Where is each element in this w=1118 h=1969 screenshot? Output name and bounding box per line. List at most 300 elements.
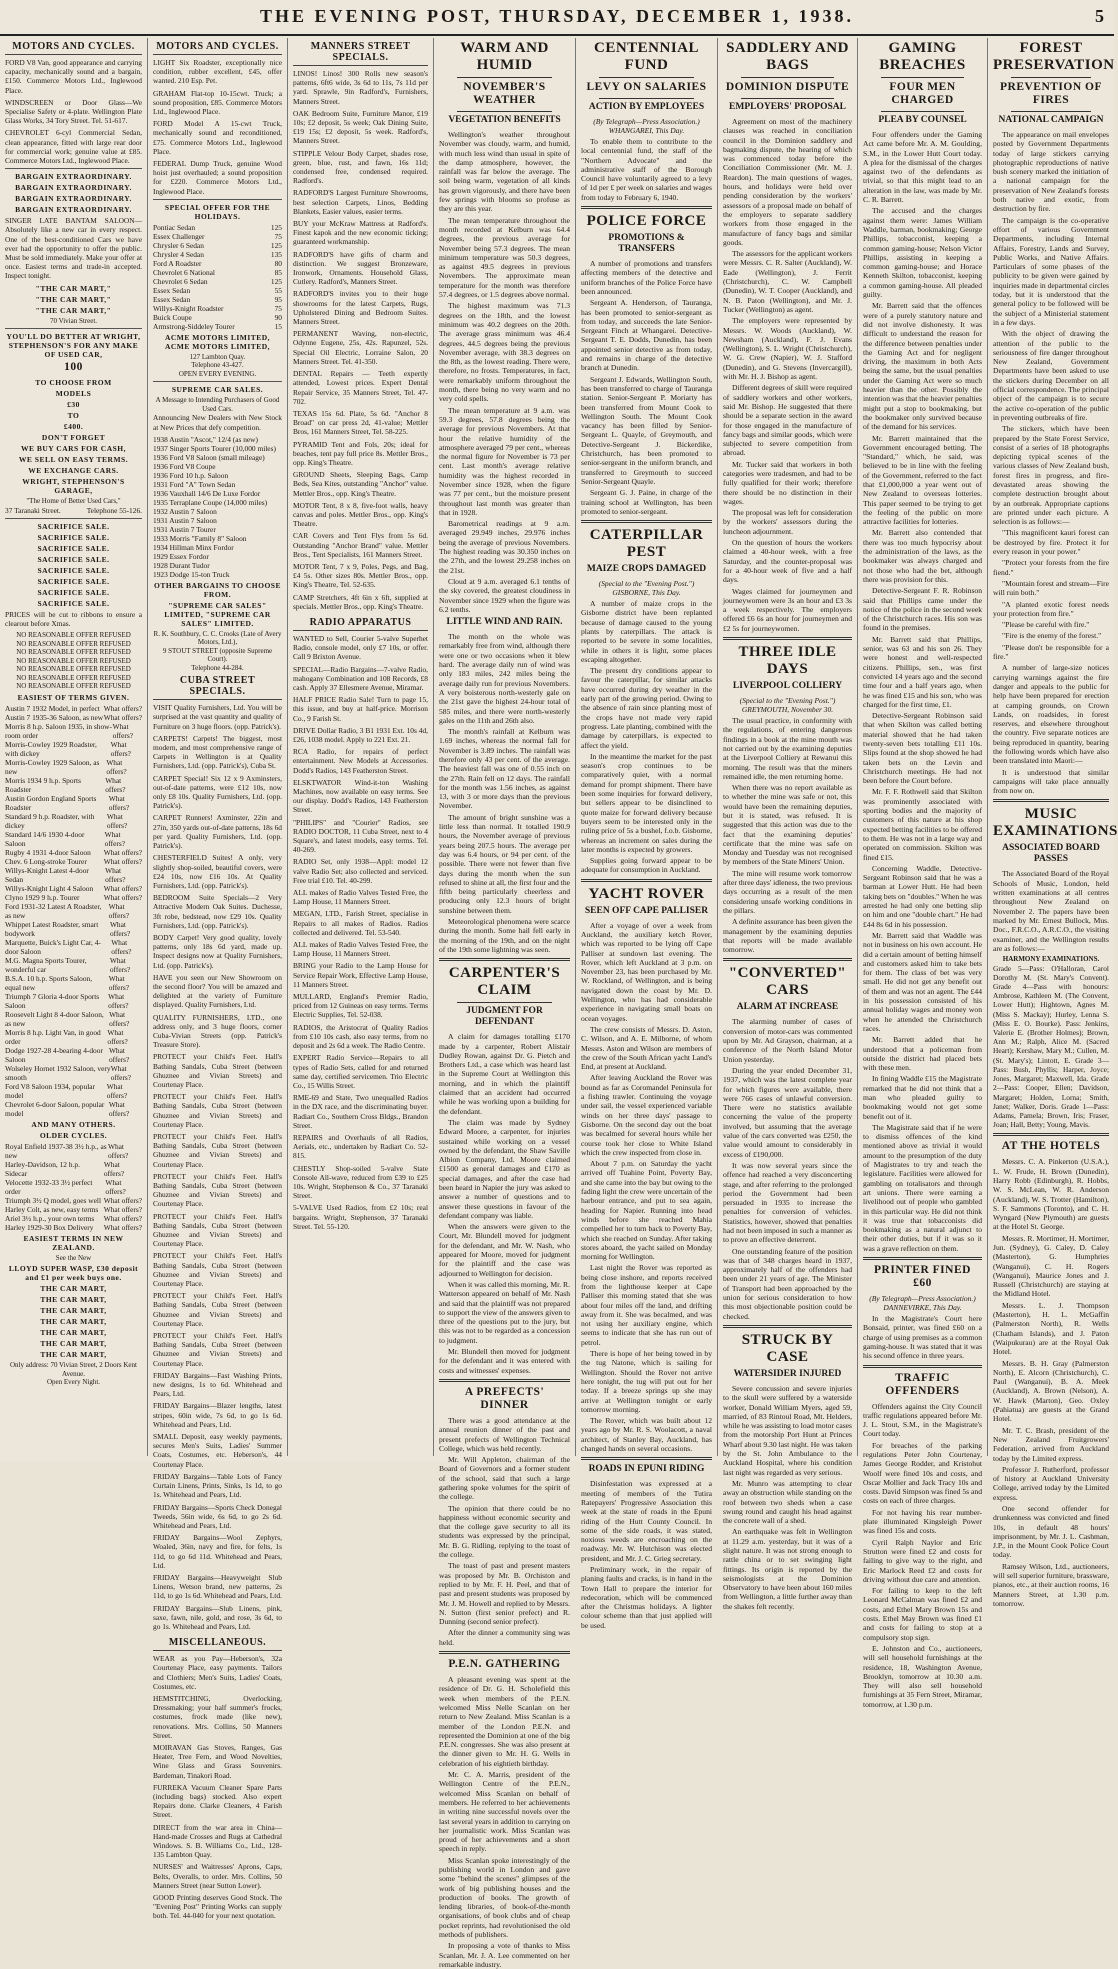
bargain-line: BARGAIN EXTRAORDINARY.	[15, 183, 132, 193]
price-row	[153, 268, 282, 277]
stock-row-label: 1938 Austin "Ascot," 12/4 (as new)	[153, 434, 258, 444]
cycle-row-value: What offers?	[103, 1204, 142, 1214]
stock-row-label: 1931 Ford "A" Town Sedan	[153, 479, 236, 489]
refused-line: NO REASONABLE OFFER REFUSED	[16, 673, 131, 682]
offer-row-label: Dodge 1927-28 4-bearing 4-door Saloon	[5, 1045, 103, 1064]
car-mart-line: THE CAR MART,	[40, 1295, 107, 1305]
offer-row-label: Triumph 7 Gloria 4-door Sports Saloon	[5, 991, 100, 1010]
quote-list	[993, 528, 1109, 661]
stock-row-label: 1933 Morris "Family 8" Saloon	[153, 533, 247, 543]
classified-ad: CARPETS! Carpets! The biggest, most modern, and most comprehensive range of Carpets in Wellington is at Quality Furnishers, Ltd. (opp. Patrick's), Cuba St.	[153, 733, 282, 771]
ad-headline: YOU'LL DO BETTER AT WRIGHT, STEPHENSON'S FOR ANY MAKE OF USED CAR,	[6, 332, 141, 360]
classified-ad: RADFORD'S Largest Furniture Showrooms, best selection Carpets, Linos, Bedding Blankets, Easier values, easier terms.	[293, 188, 428, 216]
section-heading: MOTORS AND CYCLES.	[153, 38, 282, 55]
article-paragraph: In the meantime the market for the past season's crop continues to be comparatively quiet, with a normal demand for prompt shipment. There have been some inquiries for forward delivery, but sellers appear to be disinclined to quote maize for forward delivery because buyers seem to be interested only in the ruling price of 5s a bushel, f.o.b. Gisborne, whereas an increment on sales during the later months is expected by growers.	[581, 751, 712, 854]
offer-row-value: What offers?	[108, 901, 129, 920]
price-row-value: 125	[270, 240, 282, 250]
classified-ad: CAR Covers and Tent Flys from 5s 6d. Outstanding "Anchor Brand" value. Mettler Bros., Tent Specialists, 161 Manners Street.	[293, 531, 428, 559]
price-row	[153, 223, 282, 232]
classified-ad: BUY your McKraw Mattress at Radford's. Finest kapok and the new economic ticking; guaranteed workmanship.	[293, 219, 428, 247]
article-paragraph: The appearance on mail envelopes posted by Government Departments today of large stickers carrying photographic reproductions of native bush scenery marked the initiation of a national campaign for the preservation of New Zealand's forests both native and exotic, from destruction by fire.	[993, 130, 1109, 214]
article-paragraph: The present dry conditions appear to favour the caterpillar, for similar attacks have occurred during dry weather in the early part of the growing period. Owing to the absence of rain since planting most of the crops have not made very rapid progress. Late planting, combined with the damage by caterpillars, is expected to affect the yield.	[581, 666, 712, 750]
ad-line: Open Every Night.	[46, 1378, 101, 1387]
offer-row-value: What offers?	[104, 829, 125, 848]
classified-ad: Announcing New Dealers with New Stock at New Prices that defy competition.	[153, 413, 282, 432]
manners-ads	[293, 69, 428, 611]
article-paragraph: In proposing a vote of thanks to Miss Scanlan, Mr. J. A. Lee commented on her remarkable industry.	[439, 1941, 570, 1969]
article-paragraph: When there was no report available as to whether the mine was safe or not, this would have been the remaining deputies, but it is stated, was refused. It is suggested that this action was due to the fact that the examining deputies' certificate that the mine was safe on Monday and Tuesday was not recognised by members of the State Miners' Union.	[723, 783, 852, 867]
classified-ad: LIGHT Six Roadster, exceptionally nice condition, rubber excellent, £45, offer wanted. 210 Esp. Pet.	[153, 58, 282, 86]
article-paragraph: Mr. Barrett added that he understood that a policeman from outside the district had placed bets with these men.	[863, 1035, 982, 1073]
classified-ad: CARPET Special! Six 12 x 9 Axminsters, out-of-date patterns, were £12 10s, now only £8 10s. Quality Furnishers, Ltd. (opp. Patrick's).	[153, 773, 282, 811]
offer-row	[5, 776, 142, 794]
article-paragraph: A number of large-size notices carrying warnings against the fire danger and appeals to the public for help have been prepared for erection at camping grounds, on Crown Lands, on roadsides, in forest reserves, and elsewhere throughout the country. Five separate notices are being reproduced in quantity, bearing the following words which have also been translated into Maori:—	[993, 663, 1109, 766]
offer-row	[5, 974, 142, 992]
offer-row-label: Chevrolet 6-door Saloon, popular model	[5, 1099, 105, 1118]
classified-ad: FEDERAL Dump Truck, genuine Wood hoist just overhauled; a sound proposition for £220. Commerce Motors Ltd., Inglewood Place.	[153, 159, 282, 196]
article-paragraph: During the year ended December 31, 1937, which was the latest complete year for which figures were available, there were 766 cases of unlawful conversion. There were no statistics available concerning the value of the property involved, but assuming that the average value of the cars converted was £250, the value would amount to considerably in excess of £190,000.	[723, 1065, 852, 1159]
article-paragraph: Mr. Will Appleton, chairman of the Board of Governors and a former student of the school, said that such a large gathering spoke volumes for the spirit of the college.	[439, 1455, 570, 1502]
offer-row-label: Austin 7 1935-36 Saloon, as new	[5, 712, 104, 722]
offer-row-label: Ford V8 Saloon 1934, popular model	[5, 1081, 95, 1100]
article-paragraph: Four offenders under the Gaming Act came before Mr. A. M. Goulding, S.M., in the Lower Hutt Court today. A plea for the dismissal of the charges against two of the defendants as trivial, so that this might lead to an alteration in the law, was made by Mr. C. R. Barrett.	[863, 130, 982, 205]
sacrifice-line: SACRIFICE SALE.	[37, 543, 110, 553]
car-mart-line: THE CAR MART,	[40, 1306, 107, 1316]
classified-ad: PROTECT your Child's Feet. Hall's Bathing Sandals, Cuba Street (between Ghuznee and Vivian Streets) and Courtenay Place.	[153, 1331, 282, 1368]
article-paragraph: To enable them to contribute to the local centennial fund, the staff of the "Northern Advocate" and the administrative staff of the Borough Council have voluntarily agreed to a levy of 1d per £ per week on salaries and wages from today to February 6, 1940.	[581, 137, 712, 202]
classified-ad: MULLARD, England's Premier Radio, priced from 12 Guineas on easy terms. Terms Electric Supplies, Tel. 52-038.	[293, 992, 428, 1020]
sacrifice-list	[5, 522, 142, 608]
offer-row	[5, 884, 142, 893]
article-paragraph: Detective-Sergeant Robinson said that when Skilton was called betting material showed that he had taken twenty-seven bets totalling £11 10s. Slips found at the shop showed he had taken bets on the Levin and Christchurch meetings. He had not been before the Court before.	[863, 711, 982, 786]
offer-row-label: Clyno 1929 9 h.p. Tourer	[5, 892, 80, 902]
article-paragraph: Barometrical readings at 9 a.m. averaged 29.949 inches, 29.976 inches being the average of previous Novembers. The highest reading was 30.350 inches on the 27th, and the lowest 29.258 inches on the 21st.	[439, 519, 570, 575]
ad-price: £400.	[63, 422, 84, 432]
telephone: Telephone 43-427.	[191, 361, 244, 370]
stock-list	[153, 435, 282, 579]
article-paragraph: The employers were represented by Messrs. W. Woods (Auckland), W. Newsham (Auckland), F. J. Evans (Wellington), S. L. Wright (Christchurch), W. G. Crew (Napier), W. J. Stafford (Dunedin), and G. Stevens (Invercargill), with Mr. H. J. Bishop as agent.	[723, 316, 852, 382]
price-row	[153, 259, 282, 268]
classified-ad: GOOD Printing deserves Good Stock. The "Evening Post" Printing Works can supply both. Tel. 44-040 for your next quotation.	[153, 1893, 282, 1921]
cycle-row-value: What offers?	[103, 1222, 142, 1232]
ad-line: WE EXCHANGE CARS.	[28, 466, 119, 476]
article-paragraph: The alarming number of cases of conversion of motor-cars was commented upon by Mr. Ad Grayson, chairman, at a conference of the North Island Motor Union yesterday.	[723, 1017, 852, 1064]
offer-row-value: What offers?	[106, 757, 127, 776]
article-paragraph: One outstanding feature of the position was that of 348 charges heard in 1937, approximately half of the offenders had been under 21 years of age. The Minister of Transport had been approached by the union for serious consideration to how this most objectionable position could be checked.	[723, 1246, 852, 1321]
article-paragraph: On the question of hours the workers claimed a 40-hour week, with a free Saturday, and the counter-proposal was for a 40-hour week of five and a half days.	[723, 538, 852, 585]
price-row	[153, 277, 282, 286]
classified-ad: BODY Carpet! Very good quality, lovely patterns, only 18s 6d yard, made up. Inspect designs now at Quality Furnishers, Ltd. (opp. Patrick's).	[153, 932, 282, 970]
offer-row	[5, 740, 142, 758]
cycle-row-value: What offers?	[103, 1159, 125, 1178]
section-heading: CUBA STREET SPECIALS.	[153, 672, 282, 700]
article-paragraph: Mr. Barrett maintained that the Government encouraged betting. The "Standard," which, he said, was believed to be in line with the feeling of the Government, referred to the fact that £1,000,000 a year went out of New Zealand to overseas lotteries. This paper seemed to be trying to get the feeling of the public on more attractive facilities for lotteries.	[863, 433, 982, 527]
classified-ad: FRIDAY Bargains—Sports Check Donegal Tweeds, 56in wide, 6s 6d, to go 2s 6d. Whitehead and Pears, Ltd.	[153, 1502, 282, 1530]
dateline: (By Telegraph—Press Association.) WHANGAREI, This Day.	[593, 117, 700, 135]
dateline: (Special to the "Evening Post.") GISBORNE, This Day.	[598, 579, 695, 598]
ad-line: WE SELL ON EASY TERMS.	[18, 455, 129, 465]
article-paragraph: The toast of past and present masters was proposed by Mr. B. Orchiston and replied to by Mr. F. H. Peel, and that of past and present students was proposed by Mr. J. M. Howell and replied to by Messrs. N. Sutton (first senior prefect) and R. Dunning (second senior prefect).	[439, 1561, 570, 1627]
classified-ad: GROUND Sheets, Sleeping Bags, Camp Beds, Sea Kites, outstanding "Anchor" value. Mettler Bros., opp. King's Theatre.	[293, 470, 428, 498]
article-paragraph: The Magistrate said that if he were to dismiss offences of the kind mentioned above as trivial it would amount to the presumption of the duty of Magistrates to try and teach the legislature. Facilities were allowed for gambling on totalisators and through art unions. There were earning a livelihood out of people who gambled in this particular way. He did not think it was true that tobacconists did bookmaking as a natural adjunct to their other duties, but if it was so it was a grave reflection on them.	[863, 1122, 982, 1253]
offer-row-value: What offers?	[110, 1063, 132, 1082]
subheadline: NOVEMBER'S WEATHER	[463, 81, 546, 106]
price-row-value: 125	[270, 222, 282, 232]
classified-ad: WEAR as you Pay—Heberson's, 32a Courtenay Place, easy payments. Tailors and Clothiers; Men's Suits, Ladies' Coats, Costumes, etc.	[153, 1654, 282, 1691]
price-row-label: Armstrong-Siddeley Tourer	[153, 321, 235, 331]
article-paragraph: About 7 p.m. on Saturday the yacht arrived off Tuahine Point, Poverty Bay, and she came into the bay but owing to the fading light the crew were uncertain of the harbour entrance, and put to sea again, heading for Napier. Running into head winds before she reached Mahia compelled her to turn back to Poverty Bay, which she reached on Sunday. After taking stores aboard, the yacht sailed on Monday morning for Wellington.	[581, 1159, 712, 1262]
article-paragraph: Meteorological phenomena were scarce during the month. Some hail fell early in the morning of the 19th, and on the night of the 19th some lightning was seen.	[439, 917, 570, 954]
ad-line: R. K. Southbury, C. C. Crooks (Late of Avery Motors, Ltd.),	[153, 629, 282, 647]
headline: SADDLERY AND BAGS	[726, 40, 849, 73]
price-row	[153, 313, 282, 322]
classified-ad: WANTED to Sell, Courier 5-valve Superhet Radio, console model, only £7 10s, or offer. Call 9 Brixton Avenue.	[293, 633, 428, 662]
article-paragraph: Mr. Barrett said that the offences were of a purely statutory nature and did not involve dishonesty. It was difficult to understand the reason for the difference between penalties under the Gaming Act and for negligent driving, the maximum in both Acts being the same, but the usual penalties under the Gaming Act were so much heavier than the other. Possibly the intention was that the heavier penalties might put a stop to bookmaking, but the bookmaker only survived because of the demand for his services.	[863, 301, 982, 432]
classified-ad: RCA Radio, for repairs of perfect entertainment. New Models at Accessories. Dodd's Radios, 143 Featherston Street.	[293, 747, 428, 775]
subheadline: PLEA BY COUNSEL	[878, 115, 967, 125]
article-paragraph: In fining Waddle £15 the Magistrate remarked that he did not think that a man who pleaded guilty to bookmaking would not get some benefit out of it.	[863, 1074, 982, 1121]
offer-row	[5, 893, 142, 902]
misc-ads	[153, 1654, 282, 1920]
offer-row	[5, 758, 142, 776]
classified-ad: PROTECT your Child's Feet. Hall's Bathing Sandals, Cuba Street (between Ghuznee and Vivian Streets) and Courtenay Place.	[153, 1052, 282, 1089]
classified-ad: CAMP Stretchers, 4ft 6in x 6ft, supplied at specials. Mettler Bros., opp. King's Theatre.	[293, 592, 428, 611]
offer-row-label: Morris 8 h.p. Light Van, in good order	[5, 1027, 101, 1046]
classified-ad: CHESTERFIELD Suites! A only, very slightly shop-soiled, beautiful covers, were £24 10s, now £16 10s. At Quality Furnishers, Ltd. (opp. Patrick's).	[153, 853, 282, 890]
offer-row	[5, 1010, 142, 1028]
article-paragraph: Sergeant A. Henderson, of Tauranga, has been promoted to senior-sergeant as from today, and succeeds the late Senior-Sergeant Finch at Whangarei. Detective-Sergeant T. E. Dodds, Dunedin, has been appointed senior detective as from today, and remains in charge of the detective branch at Dunedin.	[581, 298, 712, 373]
refused-line: NO REASONABLE OFFER REFUSED	[16, 682, 131, 691]
classified-ad: GRAHAM Flat-top 10-15cwt. Truck; a sound proposition, £85. Commerce Motors Ltd., Inglewood Place.	[153, 88, 282, 117]
cycle-row	[5, 1196, 142, 1205]
classified-ad: MOTOR Tent, 8 x 8, five-foot walls, heavy canvas and poles. Mettler Bros., opp. King's Theatre.	[293, 500, 428, 529]
section-heading: MANNERS STREET SPECIALS.	[293, 38, 428, 66]
refused-list	[5, 631, 142, 691]
price-row-label: Chrysler 4 Sedan	[153, 249, 204, 259]
cycle-row	[5, 1223, 142, 1232]
price-row-value: 85	[274, 267, 282, 277]
address: 9 STOUT STREET (opposite Supreme Court).	[162, 646, 273, 664]
headline: FOREST PRESERVATION	[993, 40, 1115, 73]
article-paragraph: When the answers were given to the Court, Mr. Blundell moved for judgment for the defendant, and Mr. W. Nash, who appeared for Moore, moved for judgment for the plaintiff and the case was adjourned to Wellington for decision.	[439, 1222, 570, 1278]
offer-row	[5, 1028, 142, 1046]
cycle-row	[5, 1142, 142, 1160]
offer-row	[5, 857, 142, 866]
car-mart-line: THE CAR MART,	[40, 1284, 107, 1294]
price-row-label: Ford A Roadster	[153, 258, 202, 268]
article-paragraph: Disinfestation was expressed at a meeting of members of the Tutira Ratepayers' Progressive Association this week at the state of roads in the Epuni riding of the Hutt County Council. In some of the side roads, it was stated, noxious weeds are encroaching on the roadway. Mr. W. Hutchison was elected president, and Mr. J. C. Grieg secretary.	[581, 1479, 712, 1563]
classified-ad: RADFORD'S invites you to their huge showrooms for the latest Carpets, Rugs, Upholstered Dining and Bedroom Suites. Manners Street.	[293, 289, 428, 327]
cuba-ads	[153, 703, 282, 1631]
offer-row-label: Roosevelt Light 8 4-door Saloon, as new	[5, 1009, 104, 1028]
column-saddlery	[718, 38, 858, 1611]
headline: GAMING BREACHES	[879, 40, 966, 73]
ad-headline: SPECIAL OFFER FOR THE HOLIDAYS.	[164, 202, 271, 221]
classified-ad: PROTECT your Child's Feet. Hall's Bathing Sandals, Cuba Street (between Ghuznee and Vivian Streets) and Courtenay Place.	[153, 1131, 282, 1169]
headline: A PREFECTS' DINNER	[464, 1385, 545, 1411]
article-paragraph: A number of promotions and transfers affecting members of the detective and uniform branches of the Police Force have been announced.	[581, 259, 712, 296]
cycle-row	[5, 1160, 142, 1178]
classified-ad: 5-VALVE Used Radios, from £2 10s; real bargains. Wright, Stephenson, 37 Taranaki Street. Tel. 55-120.	[293, 1203, 428, 1231]
article-paragraph: Last night the Rover was reported as being close inshore, and reports received from the lighthouse keeper at Cape Palliser this morning stated that she was about four miles off the land, and drifting away from it. She was becalmed, and was not using her auxiliary engine, which seems to indicate that she has run out of petrol.	[581, 1263, 712, 1347]
ad-line: EASIEST TERMS IN NEW ZEALAND.	[23, 1233, 124, 1252]
offer-row-value: What offers?	[107, 1027, 128, 1046]
classified-ad: PROTECT your Child's Feet. Hall's Bathing Sandals, Cuba Street (between Ghuznee and Vivian Streets) and Courtenay Place.	[153, 1211, 282, 1249]
offer-row-label: Standard 9 h.p. Roadster, with dickey	[5, 811, 95, 830]
article-paragraph: Agreement on most of the machinery clauses was reached in conciliation council in the Dominion saddlery and bagmaking dispute, the hearing of which was commenced today before the Conciliation Commissioner (Mr. M. J. Reardon). The main questions of wages, hours, and holidays were held over pending consideration by the workers' assessors of a proposal made on behalf of the employers to separate saddlery workers from those engaged in the manufacture of fancy bags and similar goods.	[723, 117, 852, 247]
offer-row-label: Willys-Knight Light 4 Saloon	[5, 883, 94, 893]
offer-row	[5, 1082, 142, 1100]
masthead	[0, 0, 1114, 36]
article-paragraph: The Associated Board of the Royal Schools of Music, London, held written examinations at all centres throughout New Zealand on November 2. The papers have been marked by Mr. Ernest Bullock, Mus. Doc., F.R.C.O., A.R.C.O., the visiting examiner, and the Wellington results are as follows:—	[993, 869, 1109, 953]
ad-price: £30	[67, 400, 80, 410]
offer-row-value: What offers?	[108, 991, 129, 1010]
offer-row-value: What offers?	[109, 919, 131, 938]
cycle-list	[5, 1142, 142, 1232]
article-paragraph: A number of maize crops in the Gisborne district have been replanted because of damage caused to the young plants by caterpillars. The attack is reported to be severe in some localities, while in others it is light, some places escaping altogether.	[581, 599, 712, 664]
article-paragraph: The claim was made by Sydney Edward Moore, a carpenter, for injuries sustained while working on a vessel owned by the defendant, the Shaw Saville Albion Company, Ltd. Moore claimed £1500 as general damages and £170 as special damages, and after the case had been heard in Napier the jury was asked to answer a number of questions and to answer these questions in favour of the defendant company was liable.	[439, 1117, 570, 1220]
subheadline: JUDGMENT FOR DEFENDANT	[466, 1006, 543, 1028]
car-mart-line: THE CAR MART,	[40, 1339, 107, 1349]
article-paragraph: In the Magistrate's Court here Bonsaid, printer, was fined £60 on a charge of using premises as a common gaming-house. It was stated that it was his second offence in three years.	[863, 1314, 982, 1361]
stock-row-label: 1936 Ford V8 Coupe	[153, 461, 216, 471]
bargain-line: BARGAIN EXTRAORDINARY.	[15, 205, 132, 215]
price-row	[153, 304, 282, 313]
offer-row-label: Chev. 6 Long-stroke Tourer	[5, 856, 87, 866]
classified-ad: PYRAMID Tent and Fols, 20s; ideal for beaches, tent pay full price 8s. Mettler Bros., opp. King's Theatre.	[293, 439, 428, 467]
article-paragraph: The month on the whole was remarkably free from wind, although there were one or two occasions when it blew hard. The average daily run of wind was only 183 miles, 242 miles being the average daily run for previous Novembers. A very boisterous north-westerly gale on the 21st gave the highest 24-hour total of 585 miles, and there were north-westerly gales on the 11th and 26th also.	[439, 632, 570, 725]
stock-row	[153, 552, 282, 561]
classified-ad: DENTAL Repairs — Teeth expertly attended, Lowest prices. Expert Dental Repair Service, 35 Manners Street, Tel. 47-702.	[293, 369, 428, 406]
article-paragraph: Mr. T. C. Brash, president of the New Zealand Fruitgrowers' Federation, arrived from Auckland today by the Limited express.	[993, 1425, 1109, 1463]
price-row	[153, 286, 282, 295]
price-row-label: Chevrolet 6 National	[153, 267, 215, 277]
article-paragraph: The crew consists of Messrs. D. Aston, C. Wilson, and A. E. Milborne, of whom Messrs. Aston and Wilson are members of the crew of the South African yacht Land's End, at present at Auckland.	[581, 1024, 712, 1072]
sacrifice-line: SACRIFICE SALE.	[37, 554, 110, 564]
article-paragraph: Mr. Blundell then moved for judgment for the defendant and it was entered with costs and witnesses' expenses.	[439, 1347, 570, 1375]
dateline: (By Telegraph—Press Association.) DANNEVIRKE, This Day.	[869, 1294, 976, 1313]
stock-row	[153, 570, 282, 579]
offer-row	[5, 830, 142, 848]
headline: CARPENTER'S CLAIM	[448, 965, 561, 999]
classified-ad: MEGAN, LTD., Farish Street, specialise in Repairs to all makes of Radios. Radios collected and delivered. Tel. 53-540.	[293, 909, 428, 937]
classified-ad: FRIDAY Bargains—Slub Linens, pink, saxe, fawn, nile, gold, and rose, 3s 6d, to go 1s. Whitehead and Pears, Ltd.	[153, 1603, 282, 1631]
article-paragraph: An earthquake was felt in Wellington at 11.29 a.m. yesterday, but it was of a slight nature. It was not strong enough to rattle china or to set swinging light fittings. Its origin is reported by the seismologists at the Dominion Observatory to have been about 160 miles from Wellington, a little further away than the shakes felt recently.	[723, 1527, 852, 1611]
offer-row	[5, 920, 142, 938]
offer-row-value: What offers?	[112, 721, 133, 740]
ad-line: OTHER BARGAINS TO CHOOSE FROM.	[154, 580, 281, 599]
offer-row-value: What offers?	[106, 1081, 128, 1100]
refused-line: NO REASONABLE OFFER REFUSED	[16, 656, 131, 665]
offer-row-value: What offers?	[110, 739, 131, 758]
price-row-value: 75	[274, 231, 282, 241]
quote-line: "Please don't be responsible for a fire."	[993, 642, 1109, 662]
article-paragraph: Ramsey Wilson, Ltd., auctioneers, will sell superior furniture, brassware, pianos, etc., at their auction rooms, 16 Manners Street, at 1.30 p.m. tomorrow.	[993, 1561, 1109, 1608]
classified-ad: FRIDAY Bargains—Heavyweight Slub Linens, Wetson brand, new patterns, 2s 11d, to go 1s 6d. Whitehead and Pears, Ltd.	[153, 1572, 282, 1601]
offer-row-label: B.S.A. 10 h.p. Sports Saloon, equal new	[5, 973, 93, 992]
ad-line: "SUPREME CAR SALES" LIMITED, "SUPREME CAR SALES" LIMITED.	[164, 600, 271, 628]
classified-ad: ELSKTWATOR Wind-it-ton Washing Machines, now available on easy terms. See our display. Dodd's Radios, 143 Featherston Street.	[293, 777, 428, 815]
classified-ad: OAK Bedroom Suite, Furniture Manor, £19 10s; £2 deposit, 5s week; Oak Dining Suite, £19 15s; £2 deposit, 5s week. Radford's, Manners Street.	[293, 108, 428, 146]
price-row	[153, 322, 282, 331]
classified-ad: PROTECT your Child's Feet. Hall's Bathing Sandals, Cuba Street (between Ghuznee and Vivian Streets) and Courtenay Place.	[153, 1251, 282, 1289]
article-paragraph: After a voyage of over a week from Auckland, the auxiliary ketch Rover, which was reported to be lying off Cape Palliser at sundown last evening. The Rover, which left Auckland at 3 p.m. on November 23, has been purchased by Mr. W. Rockland, of Wellington, and is being navigated down the coast by Mr. D. Wellington, who has had considerable experience in navigating small boats on ocean voyages.	[581, 920, 712, 1023]
subheadline: ALARM AT INCREASE	[736, 1002, 839, 1013]
price-row	[153, 295, 282, 304]
subheadline: ACTION BY EMPLOYEES	[588, 102, 705, 112]
offer-row-value: What offers?	[106, 811, 128, 830]
offer-row-label: Willys-Knight Latest 4-door Sedan	[5, 865, 89, 884]
column-forest	[988, 38, 1118, 1608]
offer-row-value: What offers?	[111, 937, 132, 956]
subheadline: PROMOTIONS & TRANSFERS	[608, 233, 685, 255]
article-paragraph: For not having his rear number-plate illuminated Kingsleigh Power was fined 15s and costs.	[863, 1507, 982, 1536]
classified-ad: HEMSTITCHING, Overlocking, Dressmaking; your half summer's frocks, costumes, frock made (like new), renovations. Mrs. Collins, 50 Manners Street.	[153, 1693, 282, 1740]
subheading: LITTLE WIND AND RAIN.	[446, 617, 563, 628]
price-row	[153, 241, 282, 250]
cycle-row-label: Harley-Davidson, 12 h.p. Sidecar	[5, 1159, 80, 1178]
classified-ad: CHESTLY Shop-soiled 5-valve State Console All-wave, reduced from £39 to £25 10s. Wright, Stephenson & Co., 37 Taranaki Street.	[293, 1163, 428, 1201]
section-heading: RADIO APPARATUS	[293, 614, 428, 631]
cycle-row-value: What offers?	[103, 1213, 142, 1223]
price-row-label: Essex Challenger	[153, 231, 205, 241]
article-paragraph: With the object of drawing the attention of the public to the seriousness of fire danger throughout New Zealand, Government Departments have been asked to use the stickers during December on all official correspondence. The principal object of the campaign is to secure the active co-operation of the public in preventing outbreaks of fire.	[993, 329, 1109, 422]
article-paragraph: Mr. Tucker said that workers in both categories were tradesmen, and had to be fully qualified for their work; therefore there should be no distinction in their wages.	[723, 459, 852, 506]
cycle-row-value: What offers?	[105, 1177, 126, 1196]
article-paragraph: Preliminary work, in the repair of planing faults and cracks, is in hand in the Town Hall to prepare the interior for redecoration, which will be commenced after the Christmas holidays. A lighter colour scheme than that just applied will be used.	[581, 1565, 712, 1630]
price-row-label: Buick Coupe	[153, 312, 192, 322]
classified-ad: DRIVE Dollar Radio, 3 B1 1931 Ext. 10s 4d, £26, 1038 model. Apply to 221 Ext. 21.	[293, 725, 428, 744]
page-number: 5	[1095, 6, 1104, 26]
article-paragraph: Concerning Waddle, Detective-Sergeant Robinson said that he was a barman at Lower Hutt. He had been taking bets on "doubles." When he was arrested he had only one betting slip on him and one "double chart." He had £44 8s 6d in his possession.	[863, 863, 982, 929]
cycle-row-label: Velocette 1932-33 3½ perfect order	[5, 1177, 93, 1196]
headline: P.E.N. GATHERING	[448, 1658, 561, 1671]
article-paragraph: There was a good attendance at the annual reunion dinner of the past and present prefects of Wellington Technical College, which was held recently.	[439, 1415, 570, 1453]
quote-line: "This magnificent kauri forest can be destroyed by fire. Protect it for every reason in your power."	[993, 528, 1109, 557]
quote-line: "Please be careful with fire."	[1002, 620, 1090, 630]
offer-row-value: What offers?	[108, 973, 130, 992]
article-paragraph: Mr. Barrett said that Waddle was not in business on his own account. He did a certain amount of betting himself and customers asked him to take bets for them. The class of bet was very small. He did not get any benefit out of them and was not an agent. The £44 in his possession consisted of his annual holiday wages and money won when he attended the Christchurch races.	[863, 930, 982, 1033]
classified-ad: RADFORD'S have gifts of charm and distinction. We suggest Bronzeware, Ironwork, Ornaments. Household Glass, Cutlery. Radford's, Manners Street.	[293, 249, 428, 287]
telephone: Telephone 44-284.	[191, 663, 244, 672]
classified-ad: DIRECT from the war area in China—Hand-made Crosses and Rugs at Cathedral Windows. S. B. Williams Co., Ltd., 128-135 Lambton Quay.	[153, 1822, 282, 1860]
article-paragraph: Different degrees of skill were required of saddlery workers and other workers, said Mr. Bishop. He suggested that there should be a separate section in the award for those engaged in the manufacture of fancy bags and similar goods, which were subjected to severe competition from abroad.	[723, 383, 852, 458]
subheadline: ASSOCIATED BOARD PASSES	[1002, 843, 1100, 865]
offer-row	[5, 902, 142, 920]
headline: PRINTER FINED £60	[874, 1264, 971, 1290]
quote-line: "A planted exotic forest needs your protection from fire."	[993, 599, 1109, 618]
offer-row	[5, 992, 142, 1010]
price-row-value: 95	[274, 294, 282, 304]
classified-ad: VISIT Quality Furnishers, Ltd. You will be surprised at the vast quantity and quality of Furniture on 3 huge floors. (opp. Patrick's).	[153, 703, 282, 731]
article-paragraph: When it was called this morning, Mr. R. Watterson appeared on behalf of Mr. Nash and said that the plaintiff was not prepared to support the view of the answers given to three of the questions put to the jury, but this was not to be regarded as a concession to judgment.	[439, 1279, 570, 1345]
headline: YACHT ROVER	[588, 885, 705, 902]
price-row-value: 55	[274, 285, 282, 295]
subheadline: VEGETATION BENEFITS	[448, 115, 561, 125]
stock-row	[153, 480, 282, 489]
article-paragraph: It is understood that similar campaigns will take place annually from now on.	[993, 767, 1109, 796]
subheading: HARMONY EXAMINATIONS.	[1002, 955, 1100, 964]
classified-ad: REPAIRS and Overhauls of all Radios, Aerials, etc., undertaken by Radiart Co. 52-815.	[293, 1132, 428, 1161]
offer-row-value: What offers?	[103, 856, 142, 866]
bargain-list	[5, 172, 142, 214]
headline: THREE IDLE DAYS	[738, 644, 837, 678]
offer-row-value: What offers?	[103, 712, 142, 722]
masthead-title: THE EVENING POST, THURSDAY, DECEMBER 1, 1938.	[259, 6, 855, 26]
classified-ad: BRING your Radio to the Lamp House for Service Repair Work, Effective Lamp House, 11 Manners Street.	[293, 961, 428, 989]
subheadline: SEEN OFF CAPE PALLISER	[584, 905, 709, 916]
article-paragraph: Miss Scanlan spoke interestingly of the publishing world in London and gave some "behind the scenes" glimpses of the work of big publishing houses and the production of books. The growth of lending libraries, of book-of-the-month organisations, of book clubs and of cheap pocket reprints, had revolutionised the old methods of publishers.	[439, 1855, 570, 1940]
offer-row-value: What offers?	[103, 883, 142, 893]
offer-list	[5, 704, 142, 1118]
classified-ad: FRIDAY Bargains—Wool Zephyrs, Woaled, 36in, navy and fire, for felts, 1s 11d, to go 6d 11d. Whitehead and Pears, Ltd.	[153, 1533, 282, 1570]
subheadline: LIVERPOOL COLLIERY	[732, 681, 843, 692]
cycle-row	[5, 1205, 142, 1214]
telephone: Telephone 55-126.	[86, 505, 142, 515]
offer-row-label: Austin Gordon England Sports Roadster	[5, 793, 97, 812]
ad-headline: SUPREME CAR SALES.	[171, 385, 264, 395]
article-paragraph: There is hope of her being towed in by the tug Natone, which is sailing for Wellington. Should the Rover not arrive here tonight, the tug will put out for her today. If a breeze springs up she may arrive at Wellington tonight or early tomorrow morning.	[581, 1349, 712, 1414]
bargain-line: BARGAIN EXTRAORDINARY.	[15, 194, 132, 204]
address: 127 Lambton Quay.	[189, 352, 246, 361]
sacrifice-line: SACRIFICE SALE.	[37, 587, 110, 597]
dateline: (Special to the "Evening Post.") GREYMOUTH, November 30.	[739, 696, 836, 715]
offer-row-value: What offers?	[103, 703, 142, 713]
offer-row-label: Morris 1934 9 h.p. Sports Roadster	[5, 775, 81, 794]
offer-row	[5, 704, 142, 713]
offer-row	[5, 713, 142, 722]
ad-line: OPEN EVERY EVENING.	[178, 369, 257, 378]
article-paragraph: For breaches of the parking regulations Peter John Courtenay, James George Rodder, and Kristohut Woolf were fined 10s and costs, and Oscar Mollier and Jack Tracy 10s and costs. David Simpson was fined 5s and costs on each of three charges.	[863, 1440, 982, 1506]
cycle-row-label: Royal Enfield 1937-38 3½ h.p., as new	[5, 1141, 107, 1160]
ad-line: OLDER CYCLES.	[39, 1130, 108, 1140]
offer-row	[5, 794, 142, 812]
headline: TRAFFIC OFFENDERS	[885, 1371, 960, 1397]
classified-ad: LINOS! Linos! 300 Rolls new season's patterns, 6ft6 wide, 3s 6d to 11s, 7s 11d per yard. Sprawle, 9in Radford's, Furnishers, Manners Street.	[293, 69, 428, 106]
cycle-row	[5, 1214, 142, 1223]
offer-row-value: What offers?	[103, 847, 142, 857]
stock-row	[153, 561, 282, 570]
classified-ad: MOIRAVAN Gas Stoves, Ranges, Gas Heater, Tree Fern, and Wood Novelties, Wine Glass and Grass Souvenirs. Bardeman, Tinakori Road.	[153, 1742, 282, 1780]
stock-row-label: 1932 Austin 7 Saloon	[153, 506, 217, 516]
article-paragraph: Cloud at 9 a.m. averaged 6.1 tenths of the sky covered, the greatest cloudiness in November since 1929 when the figure was 6.2 tenths.	[439, 576, 570, 614]
article-paragraph: Messrs. R. Mortimer, H. Mortimer, Jun. (Sydney), G. Caley, D. Caley (Masterton), G. Humphries (Wanganui), C. H. Rogers (Wanganui), Maurice Jones and J. Russell (Christchurch) are staying at the Midland Hotel.	[993, 1233, 1109, 1299]
stock-row	[153, 498, 282, 507]
article-paragraph: Offenders against the City Council traffic regulations appeared before Mr. J. L. Stout, S.M., in the Magistrate's Court today.	[863, 1401, 982, 1439]
classified-ad: ALL makes of Radio Valves Tested Free, the Lamp House, 11 Manners Street.	[293, 940, 428, 959]
stock-row	[153, 525, 282, 534]
address: Only address: 70 Vivian Street, 2 Doors Kent Avenue.	[10, 1361, 137, 1378]
classified-ad: SINGER LATE BANTAM SALOON—Absolutely like a new car in every respect. One of the best-conditioned Cars we have ever had the opportunity to offer the public. Must be sold immediately. Make your offer at once. Easiest terms and trade-in accepted. Inspect tonight.	[5, 216, 142, 281]
column-centennial	[576, 38, 718, 1630]
classified-ad: PROTECT your Child's Feet. Hall's Bathing Sandals, Cuba Street (between Ghuznee and Vivian Streets) and Courtenay Place.	[153, 1291, 282, 1328]
classified-ad: EXPERT Radio Service—Repairs to all types of Radio Sets, called for and returned same day, certified servicemen. Trio Electric Co., 15 Willis Street.	[293, 1053, 428, 1090]
subheadline: LEVY ON SALARIES	[586, 81, 707, 93]
column-motors-2	[148, 38, 288, 1921]
sacrifice-line: SACRIFICE SALE.	[37, 598, 110, 608]
classified-ad: FORD Model A 15-cwt Truck, mechanically sound and reconditioned, £75. Commerce Motors Ltd., Inglewood Place.	[153, 119, 282, 156]
classified-ad: ALL makes of Radio Valves Tested Free, the Lamp House, 11 Manners Street.	[293, 888, 428, 907]
price-row-value: 15	[274, 321, 282, 331]
subheadline: EMPLOYERS' PROPOSAL	[729, 102, 846, 112]
car-mart-list	[5, 284, 142, 315]
subheadline: FOUR MEN CHARGED	[889, 81, 956, 106]
article-paragraph: Supplies going forward appear to be adequate for consumption in Auckland.	[581, 856, 712, 875]
classified-ad: QUALITY FURNISHERS, LTD., one address only, and 3 huge floors, corner Cuba-Vivian Streets (opp. Patrick's Treasure Store).	[153, 1012, 282, 1050]
article-paragraph: It was now several years since the offence had reached a very disconcerting stage, and after referring to the prolonged period the Government had been persuaded in 1935 to increase the penalties for conversion of vehicles. Statistics, however, showed that penalties had not been imposed in such a manner as to prove an effective deterrent.	[723, 1160, 852, 1245]
article-paragraph: Sergeant J. Edwards, Wellington South, has been transferred to charge of Tauranga station. Senior-Sergeant P. Moriarty has been transferred from Mount Cook to Wellington South. The Mount Cook vacancy has been filled by Senior-Sergeant L. Quayle, of Greymouth, and Detective-Sergeant J. Bickerdike, Christchurch, has been promoted to senior-sergeant in the uniform branch, and transferred to Greymouth to succeed Senior-Sergeant Quayle.	[581, 374, 712, 486]
article-paragraph: Mr. Barrett said that Phillips, senior, was 63 and his son 26. They were honest and well-respected citizens. Phillips, sen., was first convicted 14 years ago and the second time four and a half years ago, when he was fined £15 and his son, who was charged for the first time, £1.	[863, 634, 982, 709]
